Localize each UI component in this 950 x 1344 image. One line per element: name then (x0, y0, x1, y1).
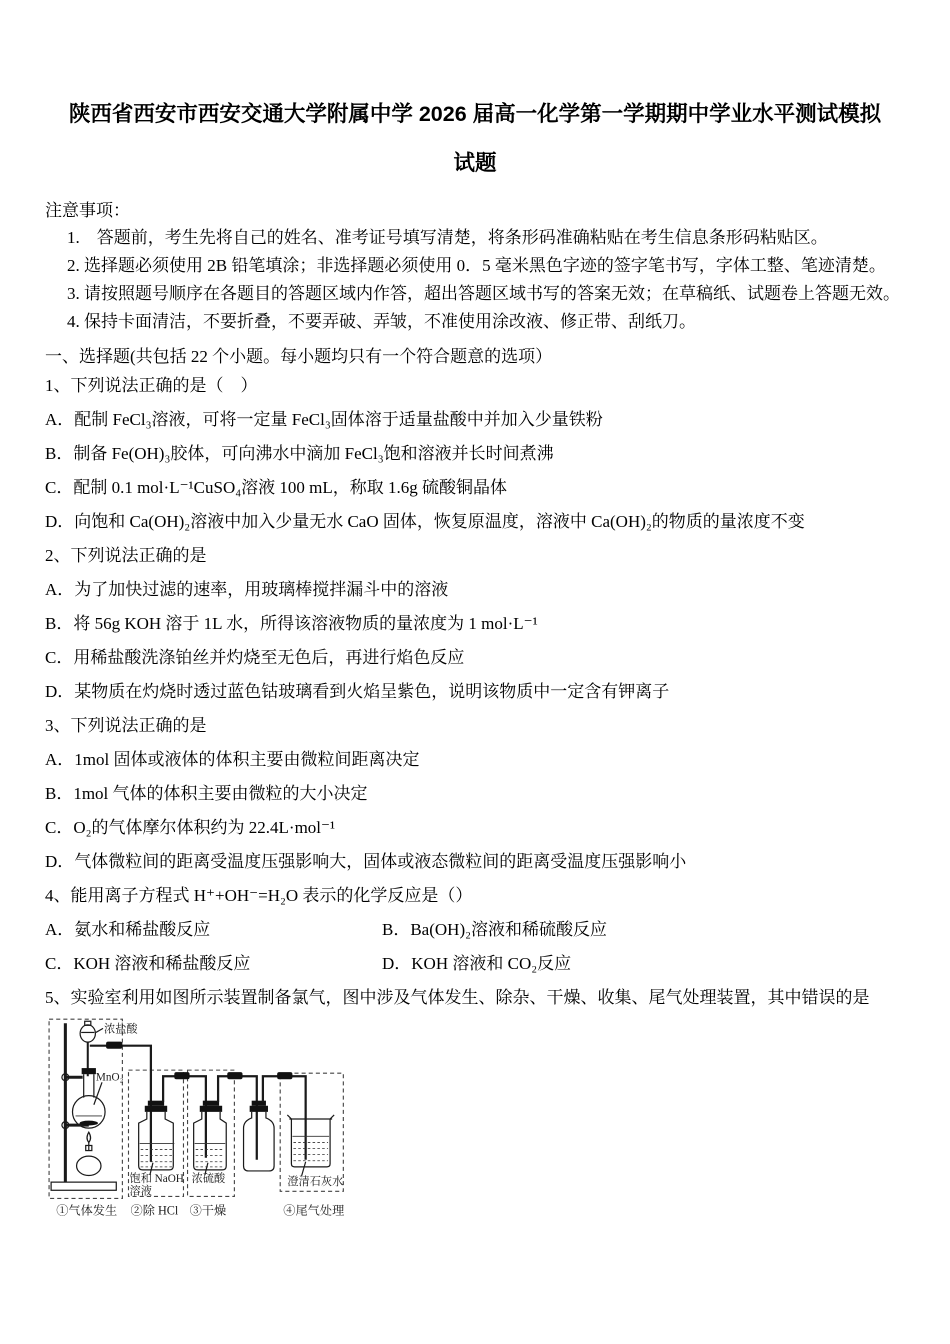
question-3-stem: 3、下列说法正确的是 (45, 716, 207, 735)
tube-naoh-to-h2so4 (163, 1076, 206, 1157)
naoh-label-line1: 饱和 NaOH (129, 1173, 184, 1186)
question-2-option-d: D．某物质在灼烧时透过蓝色钴玻璃看到火焰呈紫色，说明该物质中一定含有钾离子 (45, 682, 670, 701)
step1-label: ①气体发生 (56, 1203, 118, 1218)
question-2-option-c: C．用稀盐酸洗涤铂丝并灼烧至无色后，再进行焰色反应 (45, 648, 465, 667)
notice-item-1: 1. 答题前，考生先将自己的姓名、准考证号填写清楚，将条形码准确粘贴在考生信息条形码粘贴区。 (67, 228, 828, 247)
question-4-option-a: A．氨水和稀盐酸反应 (45, 920, 211, 939)
tube-flask-to-naoh (90, 1046, 151, 1162)
apparatus-diagram-svg (45, 1017, 381, 1221)
limewater-leader-line (302, 1162, 306, 1176)
question-2-option-a: A．为了加快过滤的速率，用玻璃棒搅拌漏斗中的溶液 (45, 580, 449, 599)
title-line-1: 陕西省西安市西安交通大学附属中学 2026 届高一化学第一学期期中学业水平测试模拟 (68, 102, 882, 126)
gas-washing-bottle-naoh (139, 1101, 175, 1170)
notice-item-4: 4. 保持卡面清洁，不要折叠，不要弄破、弄皱，不准使用涂改液、修正带、刮纸刀。 (67, 312, 696, 331)
question-2-option-b: B．将 56g KOH 溶于 1L 水，所得该溶液物质的量浓度为 1 mol·L⁻¹ (45, 614, 538, 633)
iron-stand (51, 1023, 116, 1190)
hcl-label: 浓盐酸 (104, 1023, 138, 1036)
question-4-stem: 4、能用离子方程式 H⁺+OH⁻=H₂O 表示的化学反应是（） (45, 886, 473, 905)
mno2-label: MnO₂ (95, 1071, 124, 1084)
question-3-option-c: C．O₂的气体摩尔体积约为 22.4L·mol⁻¹ (45, 818, 336, 837)
h2so4-label: 浓硫酸 (191, 1173, 226, 1186)
question-1-option-a: A．配制 FeCl₃溶液，可将一定量 FeCl₃固体溶于适量盐酸中并加入少量铁粉 (45, 410, 603, 429)
tube-collection-to-beaker (263, 1076, 306, 1159)
question-1-option-c: C．配制 0.1 mol·L⁻¹CuSO₄溶液 100 mL，称取 1.6g 硫酸铜晶体 (45, 478, 508, 497)
step3-label: ③干燥 (189, 1203, 227, 1218)
question-4-option-d: D．KOH 溶液和 CO₂反应 (382, 954, 572, 973)
notice-heading: 注意事项： (45, 201, 130, 220)
notice-item-3: 3. 请按照题号顺序在各题目的答题区域内作答，超出答题区域书写的答案无效；在草稿纸、试题卷上答题无效。 (67, 284, 900, 303)
question-4-options-row-1 (45, 913, 905, 947)
gas-washing-bottle-h2so4 (194, 1101, 227, 1170)
question-4-option-b: B．Ba(OH)₂溶液和稀硫酸反应 (382, 920, 608, 939)
question-3-option-b: B．1mol 气体的体积主要由微粒的大小决定 (45, 784, 368, 803)
question-1-option-d: D．向饱和 Ca(OH)₂溶液中加入少量无水 CaO 固体，恢复原温度，溶液中 Ca(OH)₂的物质的量浓度不变 (45, 512, 805, 531)
alcohol-lamp (77, 1132, 101, 1175)
question-4-option-c: C．KOH 溶液和稀盐酸反应 (45, 954, 251, 973)
question-3-option-a: A．1mol 固体或液体的体积主要由微粒间距离决定 (45, 750, 420, 769)
dropping-funnel (80, 1021, 95, 1076)
page-title (45, 90, 905, 188)
question-1-stem: 1、下列说法正确的是（ ） (45, 376, 258, 395)
step2-label: ②除 HCl (130, 1203, 179, 1218)
title-line-2: 试题 (453, 151, 497, 175)
question-3-option-d: D．气体微粒间的距离受温度压强影响大，固体或液态微粒间的距离受温度压强影响小 (45, 852, 687, 871)
connector-valve-4 (277, 1072, 292, 1079)
beaker-limewater (287, 1115, 334, 1167)
notice-item-2: 2. 选择题必须使用 2B 铅笔填涂；非选择题必须使用 0．5 毫米黑色字迹的签字笔书写，字体工整、笔迹清楚。 (67, 256, 886, 275)
connector-valve-3 (227, 1072, 242, 1079)
limewater-label: 澄清石灰水 (287, 1176, 344, 1189)
apparatus-diagram (45, 1017, 905, 1221)
connector-valve-1 (106, 1042, 122, 1049)
question-5-stem: 5、实验室利用如图所示装置制备氯气，图中涉及气体发生、除杂、干燥、收集、尾气处理装置，其中错误的是 (45, 988, 870, 1007)
box-tail-gas (280, 1073, 343, 1191)
page-content (0, 90, 950, 1221)
question-2-stem: 2、下列说法正确的是 (45, 546, 207, 565)
step4-label: ④尾气处理 (283, 1203, 345, 1218)
section-heading: 一、选择题(共包括 22 个小题。每小题均只有一个符合题意的选项） (45, 347, 553, 366)
hcl-leader-line (96, 1028, 103, 1032)
naoh-label-line2: 溶液 (129, 1185, 152, 1198)
question-4-options-row-2 (45, 947, 905, 981)
collection-bottle (244, 1101, 275, 1171)
connector-valve-2 (174, 1072, 189, 1079)
question-1-option-b: B．制备 Fe(OH)₃胶体，可向沸水中滴加 FeCl₃饱和溶液并长时间煮沸 (45, 444, 554, 463)
